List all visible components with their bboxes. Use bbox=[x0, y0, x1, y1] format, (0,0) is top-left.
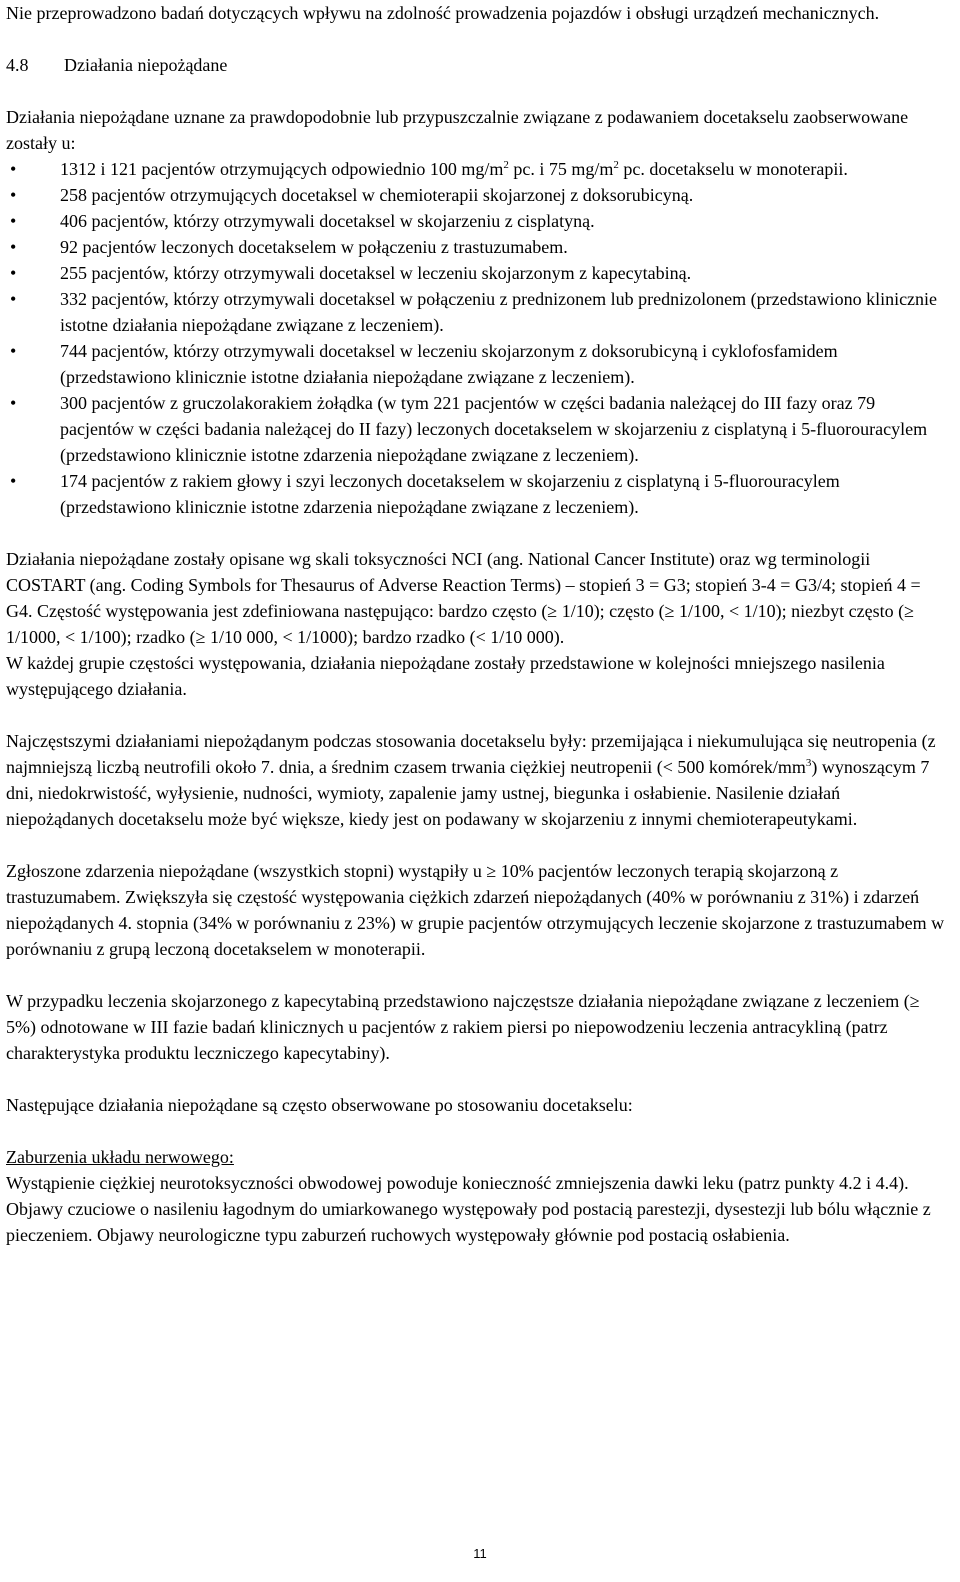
spacer bbox=[6, 520, 950, 546]
superscript: 3 bbox=[805, 757, 812, 769]
list-item: • 744 pacjentów, którzy otrzymywali docetaksel w leczeniu skojarzonym z doksorubicyną i cyklofosfamidem (przedstawiono klinicznie istotne działania niepożądane związane z leczeniem). bbox=[6, 338, 950, 390]
page-content bbox=[6, 0, 950, 1248]
paragraph-nervous-system: Wystąpienie ciężkiej neurotoksyczności obwodowej powoduje konieczność zmniejszenia dawki leku (patrz punkty 4.2 i 4.4). Objawy czuciowe o nasileniu łagodnym do umiarkowanego występowały pod postacią parestezji, dysestezji lub bólu włącznie z pieczeniem. Objawy neurologiczne typu zaburzeń ruchowych występowały głównie pod postacią osłabienia. bbox=[6, 1173, 931, 1245]
list-item-text: pc. i 75 mg/m bbox=[508, 159, 614, 179]
section-number: 4.8 bbox=[6, 55, 29, 75]
spacer bbox=[6, 962, 950, 988]
paragraph-text: Najczęstszymi działaniami niepożądanym podczas stosowania docetakselu były: przemijająca i niekumulująca się neutropenia (z najmniejszą liczbą neutrofili około 7. dnia, a średnim czasem trwania ciężkiej neutropenii (< 500 komórek/mm bbox=[6, 731, 936, 777]
spacer bbox=[6, 1066, 950, 1092]
list-item: • 300 pacjentów z gruczolakorakiem żołądka (w tym 221 pacjentów w części badania należącej do III fazy oraz 79 pacjentów w części badania należącej do II fazy) leczonych docetakselem w skojarzeniu z cisplatyną i 5-fluorouracylem (przedstawiono klinicznie istotne zdarzenia niepożądane związane z leczeniem). bbox=[6, 390, 950, 468]
paragraph-common-effects bbox=[6, 728, 950, 832]
page-number: 11 bbox=[473, 1546, 487, 1561]
paragraph-order: W każdej grupie częstości występowania, działania niepożądane zostały przedstawione w kolejności mniejszego nasilenia występującego działania. bbox=[6, 653, 885, 699]
paragraph-text: ) wynoszącym 7 dni, niedokrwistość, wyłysienie, nudności, wymioty, zapalenie jamy ustnej, biegunka i osłabienie. Nasilenie działań niepożądanych docetakselu może być większe, kiedy jest on podawany w skojarzeniu z innymi chemioterapeutykami. bbox=[6, 757, 930, 829]
section-heading bbox=[6, 52, 950, 78]
paragraph-capecitabine: W przypadku leczenia skojarzonego z kapecytabiną przedstawiono najczęstsze działania niepożądane związane z leczeniem (≥ 5%) odnotowane w III fazie badań klinicznych u pacjentów z rakiem piersi po niepowodzeniu leczenia antracykliną (patrz charakterystyka produktu leczniczego kapecytabiny). bbox=[6, 991, 920, 1063]
patient-groups-list bbox=[6, 156, 950, 520]
intro-paragraph: Nie przeprowadzono badań dotyczących wpływu na zdolność prowadzenia pojazdów i obsługi urządzeń mechanicznych. bbox=[6, 3, 880, 23]
lead-paragraph: Działania niepożądane uznane za prawdopodobnie lub przypuszczalnie związane z podawaniem docetakselu zaobserwowane zostały u: bbox=[6, 107, 909, 153]
list-item bbox=[6, 156, 950, 182]
superscript: 2 bbox=[503, 159, 509, 171]
list-item: • 174 pacjentów z rakiem głowy i szyi leczonych docetakselem w skojarzeniu z cisplatyną i 5-fluorouracylem (przedstawiono klinicznie istotne zdarzenia niepożądane związane z leczeniem). bbox=[6, 468, 950, 520]
list-item-text: pc. docetakselu w monoterapii. bbox=[618, 159, 848, 179]
paragraph-following: Następujące działania niepożądane są często obserwowane po stosowaniu docetakselu: bbox=[6, 1095, 633, 1115]
spacer bbox=[6, 832, 950, 858]
list-item: • 406 pacjentów, którzy otrzymywali docetaksel w skojarzeniu z cisplatyną. bbox=[6, 208, 950, 234]
list-item: • 92 pacjentów leczonych docetakselem w połączeniu z trastuzumabem. bbox=[6, 234, 950, 260]
section-title: Działania niepożądane bbox=[64, 55, 228, 75]
list-item: • 255 pacjentów, którzy otrzymywali docetaksel w leczeniu skojarzonym z kapecytabiną. bbox=[6, 260, 950, 286]
spacer bbox=[6, 1118, 950, 1144]
list-item: • 332 pacjentów, którzy otrzymywali docetaksel w połączeniu z prednizonem lub prednizolonem (przedstawiono klinicznie istotne działania niepożądane związane z leczeniem). bbox=[6, 286, 950, 338]
paragraph-trastuzumab: Zgłoszone zdarzenia niepożądane (wszystkich stopni) wystąpiły u ≥ 10% pacjentów leczonych terapią skojarzoną z trastuzumabem. Zwiększyła się częstość występowania ciężkich zdarzeń niepożądanych (40% w porównaniu z 31%) i zdarzeń niepożądanych 4. stopnia (34% w porównaniu z 23%) w grupie pacjentów otrzymujących leczenie skojarzone z trastuzumabem w porównaniu z grupą leczoną docetakselem w monoterapii. bbox=[6, 861, 945, 959]
list-item-text: 1312 i 121 pacjentów otrzymujących odpowiednio 100 mg/m bbox=[60, 159, 504, 179]
paragraph-nci: Działania niepożądane zostały opisane wg skali toksyczności NCI (ang. National Cancer Institute) oraz wg terminologii COSTART (ang. Coding Symbols for Thesaurus of Adverse Reaction Terms) – stopień 3 = G3; stopień 3-4 = G3/4; stopień 4 = G4. Częstość występowania jest zdefiniowana następująco: bardzo często (≥ 1/10); często (≥ 1/100, < 1/10); niezbyt często (≥ 1/1000, < 1/100); rzadko (≥ 1/10 000, < 1/1000); bardzo rzadko (< 1/10 000). bbox=[6, 549, 921, 647]
spacer bbox=[6, 702, 950, 728]
subsection-title: Zaburzenia układu nerwowego: bbox=[6, 1147, 234, 1167]
list-item: • 258 pacjentów otrzymujących docetaksel w chemioterapii skojarzonej z doksorubicyną. bbox=[6, 182, 950, 208]
superscript: 2 bbox=[613, 159, 619, 171]
